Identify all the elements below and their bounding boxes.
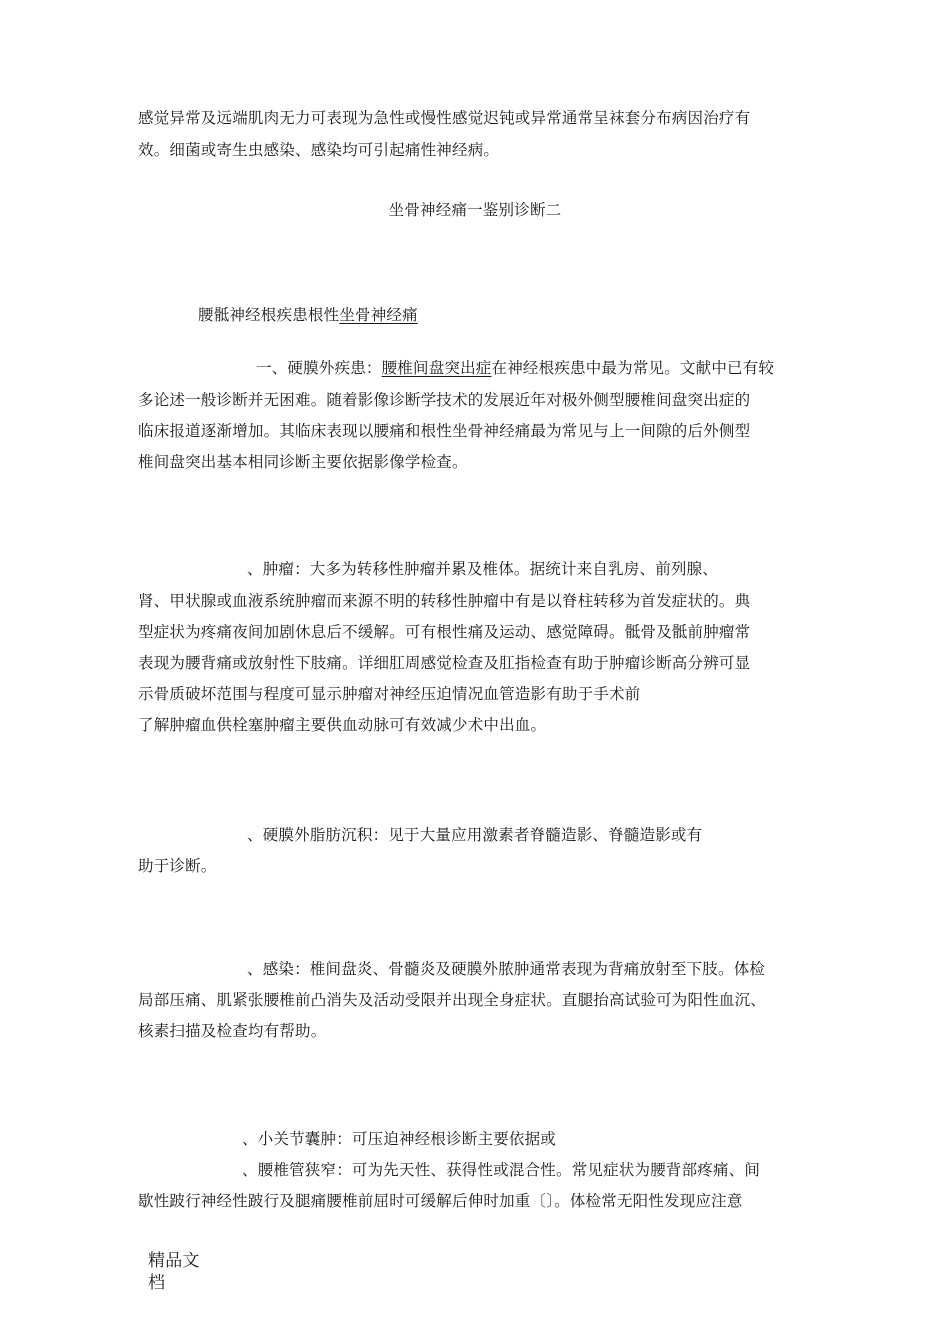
subheading-prefix: 腰骶神经根疾患根性 (198, 306, 340, 324)
p1-line-2: 多论述一般诊断并无困难。随着影像诊断学技术的发展近年对极外侧型腰椎间盘突出症的 (138, 391, 751, 409)
p6-line-2: 歇性跛行神经性跛行及腿痛腰椎前屈时可缓解后伸时加重〔〕。体检常无阳性发现应注意 (138, 1192, 743, 1210)
subheading-link[interactable]: 坐骨神经痛 (339, 306, 418, 324)
p1-line-4: 椎间盘突出基本相同诊断主要依据影像学检查。 (138, 453, 468, 471)
p5-line-1: 、小关节囊肿：可压迫神经根诊断主要依据或 (242, 1130, 557, 1148)
p3-line-1: 、硬膜外脂肪沉积：见于大量应用激素者脊髓造影、脊髓造影或有 (247, 826, 703, 844)
p1-lead: 一、硬膜外疾患： (256, 359, 382, 377)
footer-label-line-1: 精品文 (148, 1251, 200, 1271)
p2-line-3: 型症状为疼痛夜间加剧休息后不缓解。可有根性痛及运动、感觉障碍。骶骨及骶前肿瘤常 (138, 623, 751, 641)
p3-line-2: 助于诊断。 (138, 857, 217, 875)
p1-line-1 (256, 358, 774, 378)
p2-line-5: 示骨质破坏范围与程度可显示肿瘤对神经压迫情况血管造影有助于手术前 (138, 685, 641, 703)
section-title: 坐骨神经痛一鉴别诊断二 (388, 201, 562, 219)
p4-line-3: 核素扫描及检查均有帮助。 (138, 1022, 327, 1040)
p2-line-4: 表现为腰背痛或放射性下肢痛。详细肛周感觉检查及肛指检查有助于肿瘤诊断高分辨可显 (138, 654, 751, 672)
intro-line-1: 感觉异常及远端肌肉无力可表现为急性或慢性感觉迟钝或异常通常呈袜套分布病因治疗有 (138, 109, 751, 127)
p1-link[interactable]: 腰椎间盘突出症 (381, 359, 492, 377)
p1-rest: 在神经根疾患中最为常见。文献中已有较 (491, 359, 775, 377)
p4-line-2: 局部压痛、肌紧张腰椎前凸消失及活动受限并出现全身症状。直腿抬高试验可为阳性血沉、 (138, 991, 767, 1009)
p2-line-6: 了解肿瘤血供栓塞肿瘤主要供血动脉可有效减少术中出血。 (138, 716, 547, 734)
p1-line-3: 临床报道逐渐增加。其临床表现以腰痛和根性坐骨神经痛最为常见与上一间隙的后外侧型 (138, 422, 751, 440)
p4-line-1: 、感染：椎间盘炎、骨髓炎及硬膜外脓肿通常表现为背痛放射至下肢。体检 (247, 960, 766, 978)
subheading (198, 305, 418, 325)
intro-line-2: 效。细菌或寄生虫感染、感染均可引起痛性神经病。 (138, 141, 500, 159)
p2-line-2: 肾、甲状腺或血液系统肿瘤而来源不明的转移性肿瘤中有是以脊柱转移为首发症状的。典 (138, 592, 751, 610)
p2-line-1: 、肿瘤：大多为转移性肿瘤并累及椎体。据统计来自乳房、前列腺、 (247, 560, 719, 578)
p6-line-1: 、腰椎管狭窄：可为先天性、获得性或混合性。常见症状为腰背部疼痛、间 (242, 1161, 761, 1179)
footer-label-line-2: 档 (148, 1273, 166, 1293)
